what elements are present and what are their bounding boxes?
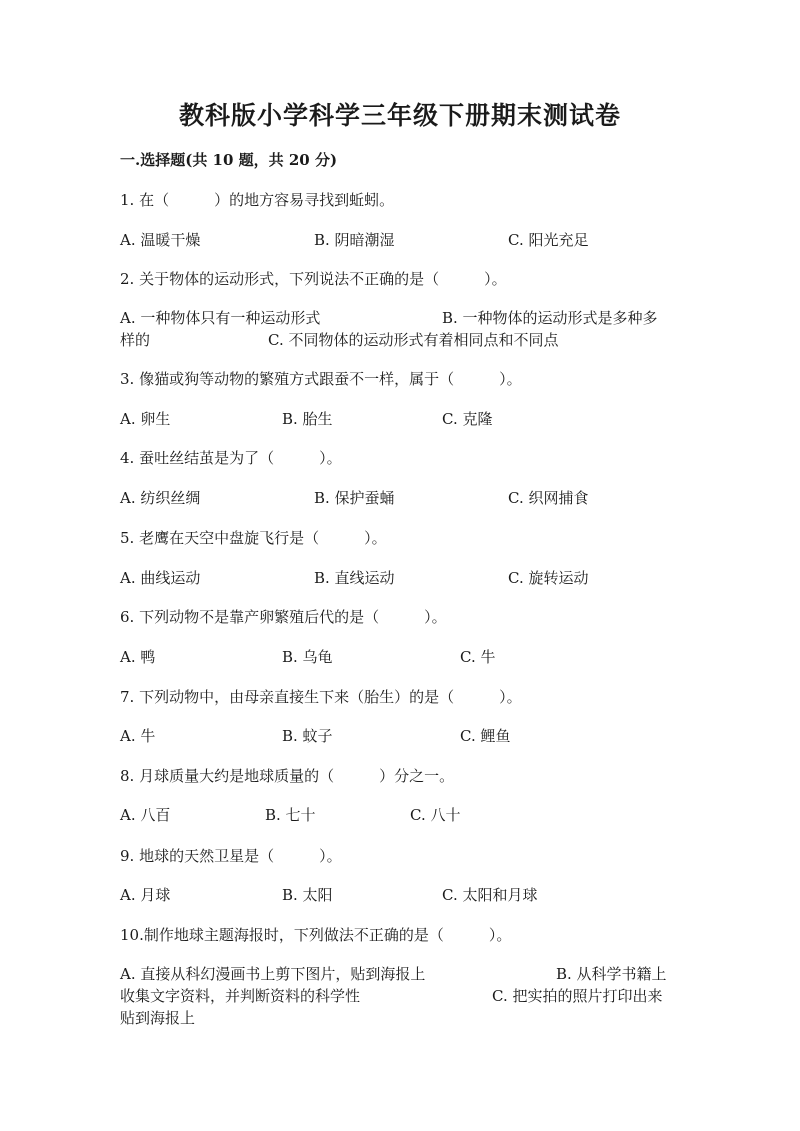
option-c: C. 旋转运动 (508, 569, 589, 587)
question-10-stem: 10.制作地球主题海报时，下列做法不正确的是（ ）。 (120, 926, 512, 944)
option-c: C. 克隆 (442, 410, 493, 428)
option-a: A. 鸭 (120, 648, 156, 666)
question-3-options (120, 408, 680, 430)
option-c: C. 把实拍的照片打印出来 (492, 987, 663, 1005)
question-9-options (120, 884, 680, 906)
question-10-options-line-1 (120, 963, 680, 985)
section-title: 一.选择题(共 10 题，共 20 分) (120, 151, 338, 169)
question-2-options-line-1 (120, 307, 680, 329)
question-2-options-line-2 (120, 329, 680, 351)
option-a: A. 卵生 (120, 410, 171, 428)
question-5-stem: 5. 老鹰在天空中盘旋飞行是（ ）。 (120, 529, 387, 547)
option-b: B. 阴暗潮湿 (314, 231, 395, 249)
page-title: 教科版小学科学三年级下册期末测试卷 (178, 101, 621, 130)
question-5-options (120, 567, 680, 589)
option-b: B. 七十 (265, 806, 316, 824)
question-6-options (120, 646, 680, 668)
option-a: A. 月球 (120, 886, 171, 904)
option-a: A. 纺织丝绸 (120, 489, 201, 507)
question-8-stem: 8. 月球质量大约是地球质量的（ ）分之一。 (120, 767, 455, 785)
option-c: C. 鲤鱼 (460, 727, 511, 745)
question-7-options (120, 725, 680, 747)
question-8-options (120, 804, 680, 826)
question-10-options-line-2 (120, 985, 680, 1007)
option-a: A. 牛 (120, 727, 156, 745)
option-b: B. 从科学书籍上 (556, 965, 667, 983)
option-c: C. 织网捕食 (508, 489, 589, 507)
question-2-stem: 2. 关于物体的运动形式，下列说法不正确的是（ ）。 (120, 270, 507, 288)
option-b-continued: 样的 (120, 331, 151, 349)
question-6-stem: 6. 下列动物不是靠产卵繁殖后代的是（ ）。 (120, 608, 447, 626)
option-b: B. 蚊子 (282, 727, 333, 745)
option-b: B. 保护蚕蛹 (314, 489, 395, 507)
option-c: C. 阳光充足 (508, 231, 589, 249)
question-10-options-line-3 (120, 1007, 680, 1029)
option-b: B. 太阳 (282, 886, 333, 904)
option-c: C. 牛 (460, 648, 496, 666)
option-b-continued: 收集文字资料，并判断资料的科学性 (120, 987, 361, 1005)
option-b: B. 直线运动 (314, 569, 395, 587)
option-c: C. 太阳和月球 (442, 886, 538, 904)
option-a: A. 曲线运动 (120, 569, 201, 587)
option-b: B. 胎生 (282, 410, 333, 428)
option-b: B. 乌龟 (282, 648, 333, 666)
option-a: A. 一种物体只有一种运动形式 (120, 309, 321, 327)
question-4-options (120, 487, 680, 509)
option-c: C. 八十 (410, 806, 461, 824)
question-9-stem: 9. 地球的天然卫星是（ ）。 (120, 847, 342, 865)
option-b: B. 一种物体的运动形式是多种多 (442, 309, 658, 327)
option-a: A. 温暖干燥 (120, 231, 201, 249)
question-1-stem: 1. 在（ ）的地方容易寻找到蚯蚓。 (120, 191, 395, 209)
question-4-stem: 4. 蚕吐丝结茧是为了（ ）。 (120, 449, 342, 467)
question-7-stem: 7. 下列动物中，由母亲直接生下来（胎生）的是（ ）。 (120, 688, 522, 706)
option-a: A. 直接从科幻漫画书上剪下图片，贴到海报上 (120, 965, 426, 983)
option-c-continued: 贴到海报上 (120, 1009, 196, 1027)
option-c: C. 不同物体的运动形式有着相同点和不同点 (268, 331, 559, 349)
question-3-stem: 3. 像猫或狗等动物的繁殖方式跟蚕不一样，属于（ ）。 (120, 370, 522, 388)
option-a: A. 八百 (120, 806, 171, 824)
question-1-options (120, 229, 680, 251)
